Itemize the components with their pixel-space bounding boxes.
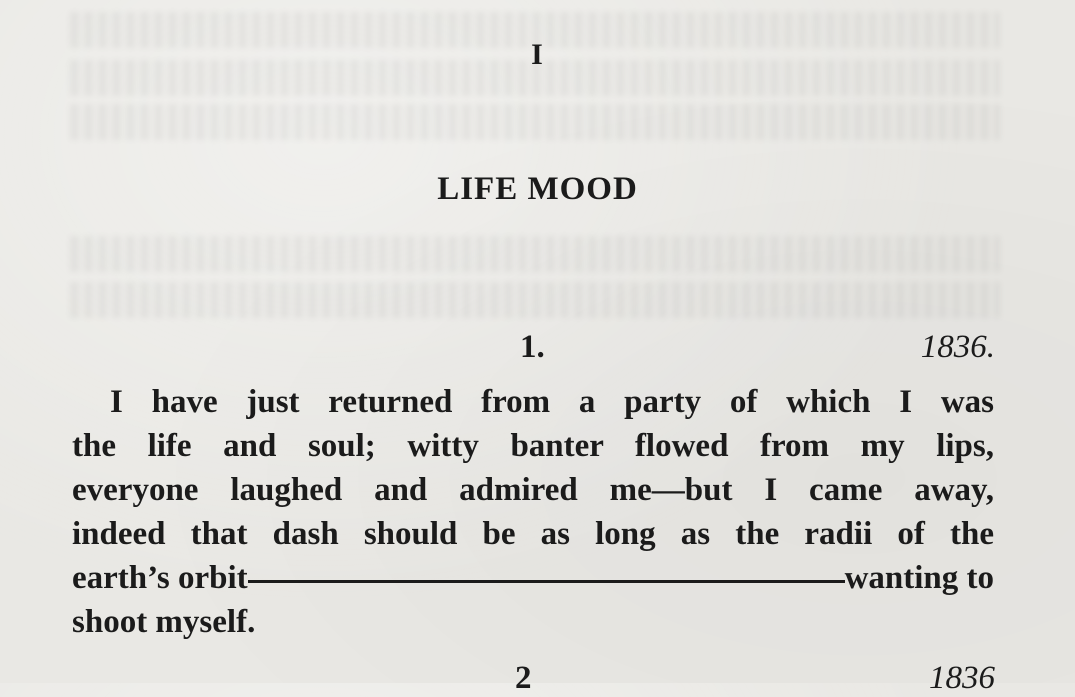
next-entry-date: 1836 xyxy=(929,660,995,696)
dash-line xyxy=(72,556,994,600)
dash-line-end: wanting to xyxy=(844,560,994,596)
entry-text xyxy=(72,380,994,644)
show-through-text xyxy=(70,236,1000,272)
entry-date: 1836. xyxy=(920,329,995,365)
entry-line: indeed that dash should be as long as the radii of the xyxy=(72,516,994,552)
chapter-title: LIFE MOOD xyxy=(437,171,638,207)
part-number: I xyxy=(531,38,544,71)
long-dash xyxy=(248,580,845,583)
show-through-text xyxy=(70,282,1000,318)
dash-line-start: earth’s orbit xyxy=(72,560,248,596)
show-through-text xyxy=(70,104,1000,140)
next-entry-number: 2 xyxy=(515,660,532,696)
entry-line: everyone laughed and admired me—but I came away, xyxy=(72,472,994,508)
entry-number: 1. xyxy=(520,329,545,365)
entry-line: shoot myself. xyxy=(72,604,256,640)
entry-line: I have just returned from a party of which I was xyxy=(110,384,994,420)
entry-line: the life and soul; witty banter flowed from my lips, xyxy=(72,428,994,464)
